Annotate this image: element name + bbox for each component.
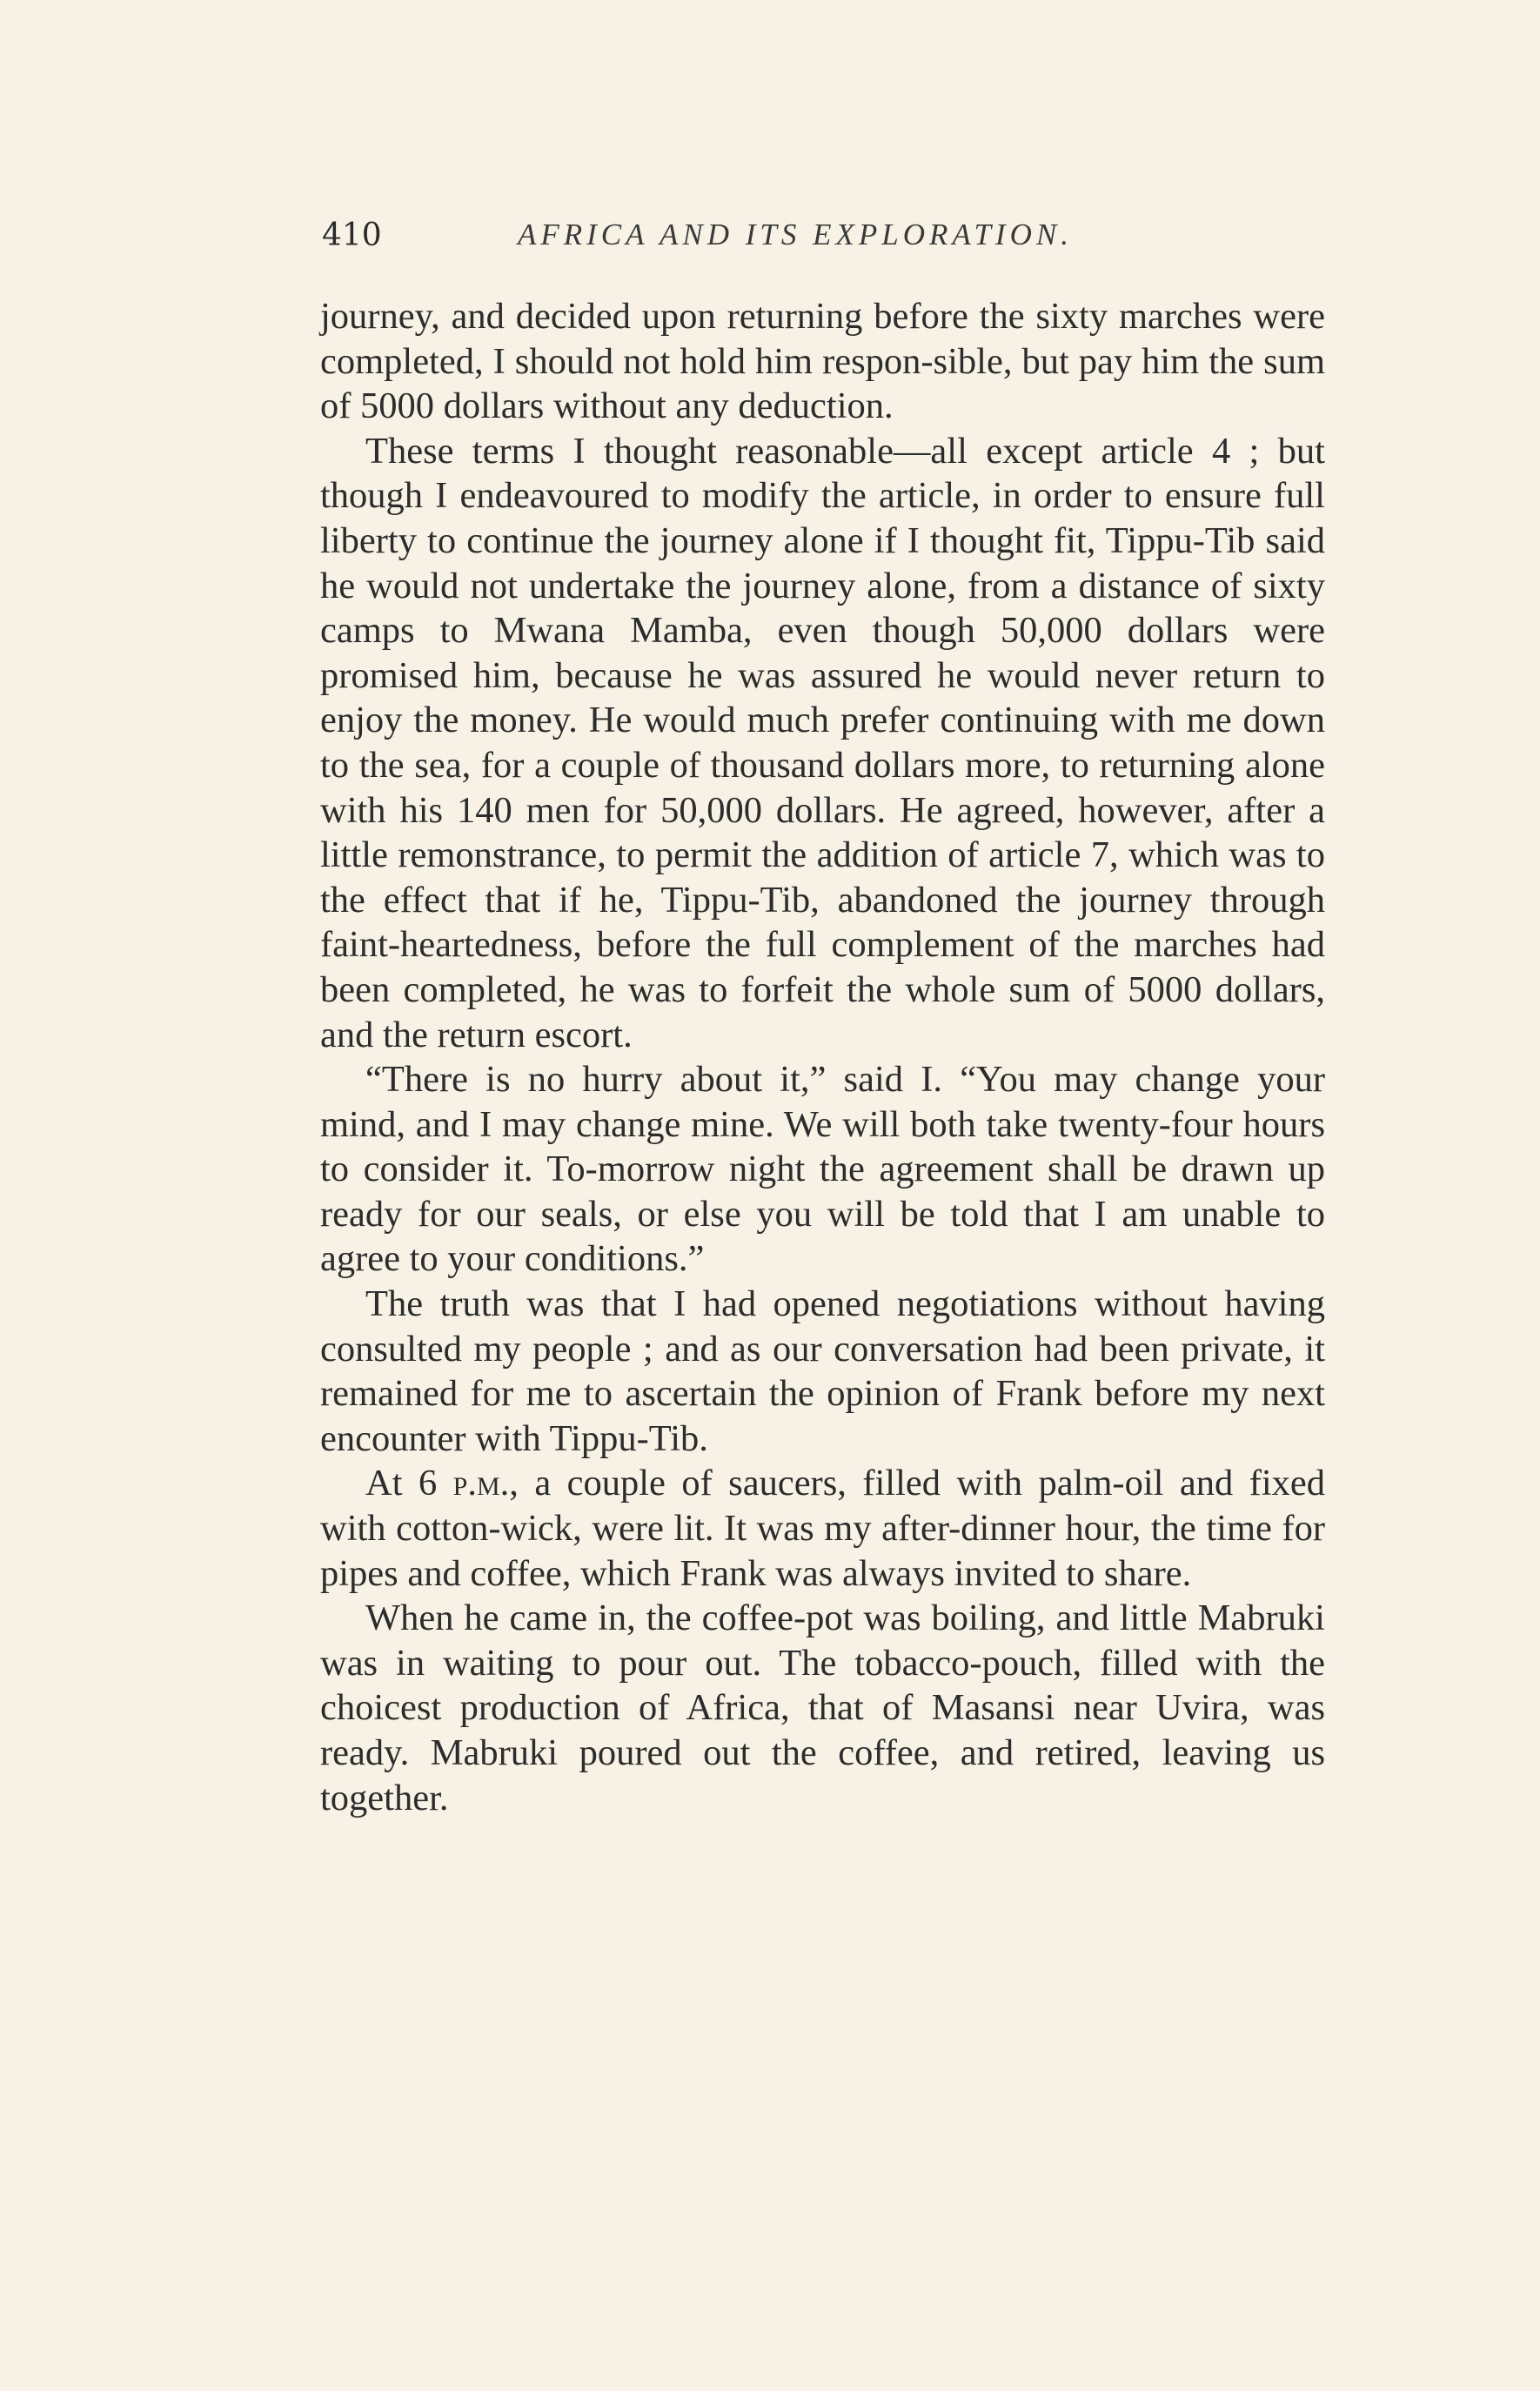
paragraph-5: [320, 1461, 1325, 1596]
running-title: AFRICA AND ITS EXPLORATION.: [518, 218, 1073, 251]
paragraph-3: “There is no hurry about it,” said I. “You may change your mind, and I may change mine. We will both take twenty-four hours to consider it. To-morrow night the agreement shall be drawn up ready for our seals, or else you will be told that I am unable to agree to your conditions.”: [320, 1059, 1325, 1280]
paragraph-5-lead-after: , a couple of saucers, filled with palm-oil and: [509, 1463, 1249, 1504]
paragraph-4: The truth was that I had opened negotiations without having consulted my people ; and as our conversation had been private, it remained for me to ascertain the opinion of Frank before my next encounter with Tippu-Tib.: [320, 1283, 1325, 1459]
paragraph-5-rest: fixed with cotton-wick, were lit. It was my after-dinner hour, the time for pipes and coffee, which Frank was always invited to share.: [320, 1463, 1326, 1594]
page-number: 410: [322, 218, 382, 253]
paragraph-6: When he came in, the coffee-pot was boiling, and little Mabruki was in waiting to pour out. The tobacco-pouch, filled with the choicest production of Africa, that of Masansi near Uvira, was ready. Mabruki poured out the coffee, and retired, leaving us together.: [320, 1597, 1325, 1818]
paragraph-5-lead-before: At 6: [365, 1463, 453, 1504]
paragraph-2: These terms I thought reasonable—all except article 4 ; but though I endeavoured to modify the article, in order to ensure full liberty to continue the journey alone if I thought fit, Tippu-Tib said he would not undertake the journey alone, from a distance of sixty camps to Mwana Mamba, even though 50,000 dollars were promised him, because he was assured he would never return to enjoy the money. He would much prefer continuing with me down to the sea, for a couple of thousand dollars more, to returning alone with his 140 men for 50,000 dollars. He agreed, however, after a little remonstrance, to permit the addition of article 7, which was to the effect that if he, Tippu-Tib, abandoned the journey through faint-heartedness, before the full complement of the marches had been completed, he was to forfeit the whole sum of 5000 dollars, and the return escort.: [320, 430, 1325, 1055]
paragraph-1: journey, and decided upon returning before the sixty marches were completed, I should not hold him respon-sible, but pay him the sum of 5000 dollars without any deduction.: [320, 296, 1325, 427]
paragraph-5-time: p.m.: [452, 1463, 510, 1504]
body-text: [320, 294, 1325, 1820]
page-header: [322, 218, 1327, 270]
